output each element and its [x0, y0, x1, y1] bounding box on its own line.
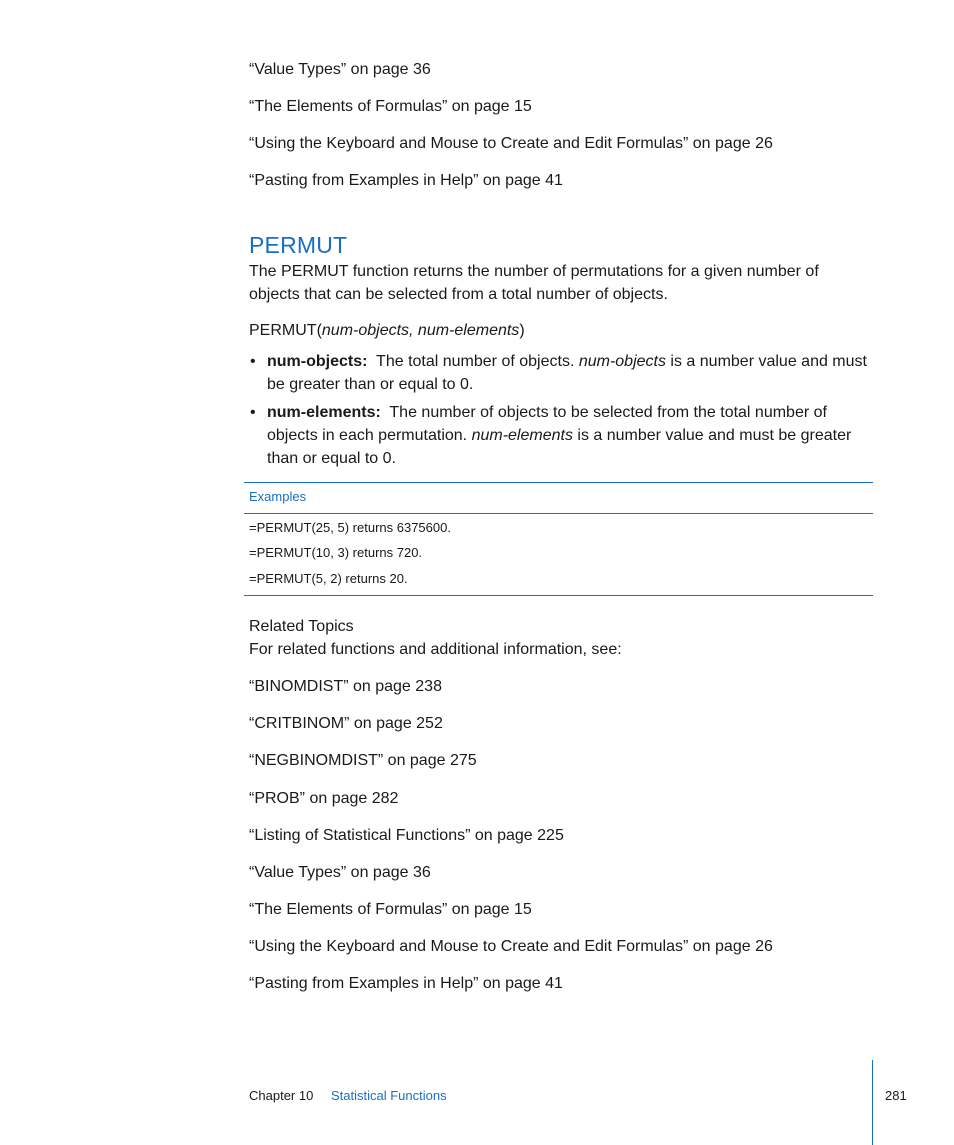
- related-topics: [249, 617, 622, 660]
- argument-desc-pre: The number of objects to be selected from the total number of objects in each permutation.: [267, 404, 832, 444]
- top-link-pasting-examples[interactable]: “Pasting from Examples in Help” on page 41: [249, 172, 563, 189]
- argument-desc-pre: The total number of objects.: [367, 353, 579, 370]
- footer-chapter: Chapter 10: [249, 1088, 314, 1103]
- examples-box: [244, 482, 873, 596]
- related-link-critbinom[interactable]: “CRITBINOM” on page 252: [249, 715, 443, 732]
- section-title: PERMUT: [249, 232, 348, 258]
- argument-desc-em: num-elements: [471, 427, 573, 444]
- function-syntax: [249, 320, 525, 342]
- related-link-keyboard-mouse[interactable]: “Using the Keyboard and Mouse to Create and Edit Formulas” on page 26: [249, 938, 773, 955]
- top-link-elements-of-formulas[interactable]: “The Elements of Formulas” on page 15: [249, 98, 532, 115]
- related-link-elements-of-formulas[interactable]: “The Elements of Formulas” on page 15: [249, 901, 532, 918]
- top-link-value-types[interactable]: “Value Types” on page 36: [249, 61, 431, 78]
- related-link-value-types[interactable]: “Value Types” on page 36: [249, 864, 431, 881]
- footer-page-number: 281: [885, 1088, 907, 1103]
- example-line: =PERMUT(25, 5) returns 6375600.: [249, 520, 451, 535]
- syntax-close-paren: ): [519, 322, 525, 339]
- argument-list: [249, 350, 874, 475]
- syntax-open-paren: (: [316, 322, 322, 339]
- related-heading: Related Topics: [249, 618, 354, 635]
- intro-line-1: The PERMUT function returns the number of permutations for a given number of: [249, 263, 819, 280]
- intro-line-2: objects that can be selected from a total number of objects.: [249, 286, 668, 303]
- syntax-name: PERMUT: [249, 322, 317, 339]
- bullet-icon: •: [250, 404, 256, 421]
- argument-desc-post: is a number value and must be greater than or equal to 0.: [267, 353, 867, 393]
- related-intro: For related functions and additional information, see:: [249, 641, 622, 658]
- related-link-negbinomdist[interactable]: “NEGBINOMDIST” on page 275: [249, 752, 477, 769]
- related-link-prob[interactable]: “PROB” on page 282: [249, 790, 399, 807]
- argument-item: [249, 350, 874, 396]
- related-link-binomdist[interactable]: “BINOMDIST” on page 238: [249, 678, 442, 695]
- bullet-icon: •: [250, 353, 256, 370]
- footer-divider: [872, 1060, 873, 1145]
- footer-chapter-title[interactable]: Statistical Functions: [331, 1088, 447, 1103]
- argument-desc-post: is a number value and must be greater than or equal to 0.: [267, 427, 852, 467]
- argument-item: [249, 401, 874, 470]
- related-link-listing-statistical[interactable]: “Listing of Statistical Functions” on page 225: [249, 827, 564, 844]
- examples-divider: [244, 513, 873, 514]
- example-line: =PERMUT(10, 3) returns 720.: [249, 545, 423, 560]
- argument-desc-em: num-objects: [578, 353, 666, 370]
- argument-name: num-elements:: [267, 404, 381, 421]
- section-intro: [249, 260, 869, 306]
- examples-heading: Examples: [249, 489, 307, 504]
- syntax-args: num-objects, num-elements: [321, 322, 520, 339]
- related-link-pasting-examples[interactable]: “Pasting from Examples in Help” on page 41: [249, 975, 563, 992]
- example-line: =PERMUT(5, 2) returns 20.: [249, 571, 408, 586]
- top-link-keyboard-mouse[interactable]: “Using the Keyboard and Mouse to Create and Edit Formulas” on page 26: [249, 135, 773, 152]
- argument-name: num-objects:: [267, 353, 368, 370]
